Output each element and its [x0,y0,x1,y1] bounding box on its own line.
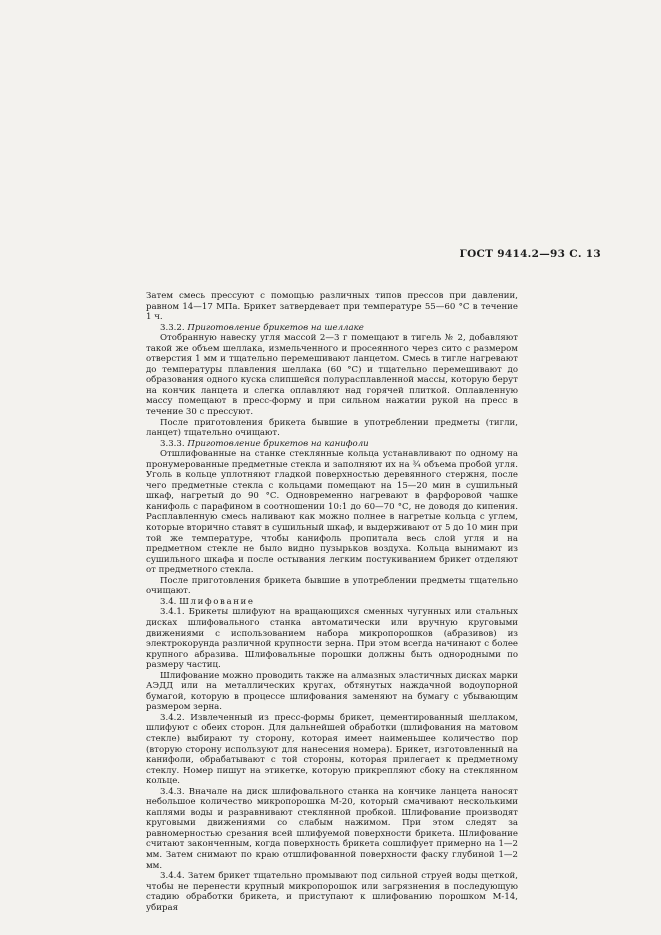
page-header: ГОСТ 9414.2—93 С. 13 [459,248,601,260]
paragraph: 3.4.3. Вначале на диск шлифовального станка на кончике ланцета наносят небольшое количество микропорошка М-20, который смачивают несколькими каплями воды и разравнивают стеклянной пробкой. Шлифование производят круговыми движениями со слабым нажимом. При этом следят за равномерностью срезания всей шлифуемой поверхности брикета. Шлифование считают законченным, когда поверхность брикета сошлифует примерно на 1—2 мм. Затем снимают по краю отшлифованной поверхности фаску глубиной 1—2 мм. [146,786,518,871]
section-heading-3-4 [146,597,518,608]
section-heading-3-3-3 [146,439,518,450]
paragraph: Шлифование можно проводить также на алмазных эластичных дисках марки АЭДД или на металлических кругах, обтянутых наждачной водоупорной бумагой, которую в процессе шлифования заменяют на бумагу с убывающим размером зерна. [146,670,518,713]
section-title: Шлифование [179,596,255,607]
section-title: Приготовление брикетов на канифоли [187,438,369,449]
paragraph: Затем смесь прессуют с помощью различных типов прессов при давлении, равном 14—17 МПа. Брикет затвердевает при температуре 55—60 °С в течение 1 ч. [146,291,518,323]
paragraph: После приготовления брикета бывшие в употреблении предметы тщательно очищают. [146,575,518,597]
paragraph: 3.4.4. Затем брикет тщательно промывают под сильной струей воды щеткой, чтобы не перенести крупный микропорошок или загрязнения в последующую стадию обработки брикета, и приступают к шлифованию порошком М-14, убирая [146,871,518,913]
section-title: Приготовление брикетов на шеллаке [187,322,364,333]
paragraph: Отшлифованные на станке стеклянные кольца устанавливают по одному на пронумерованные предметные стекла и заполняют их на ¾ объема пробой угля. Уголь в кольце уплотняют гладкой поверхностью деревянного стержня, после чего предметные стекла с кольцами помещают на 15—20 мин в сушильный шкаф, нагретый до 90 °С. Одновременно нагревают в фарфоровой чашке канифоль с парафином в соотношении 10:1 до 60—70 °С, не доводя до кипения. Расплавленную смесь наливают как можно полнее в нагретые кольца с углем, которые вторично ставят в сушильный шкаф, и выдерживают от 5 до 10 мин при той же температуре, чтобы канифоль пропитала весь слой угля и на предметном стекле не было видно пузырьков воздуха. Кольца вынимают из сушильного шкафа и после остывания легким постукиванием брикет отделяют от предметного стекла. [146,449,518,576]
paragraph: Отобранную навеску угля массой 2—3 г помещают в тигель № 2, добавляют такой же объем шеллака, измельченного и просеянного через сито с размером отверстия 1 мм и тщательно перемешивают ланцетом. Смесь в тигле нагревают до температуры плавления шеллака (60 °С) и тщательно перемешивают до образования одного куска слипшейся полурасплавленной массы, которую берут на кончик ланцета и слегка оплавляют над горячей плиткой. Оплавленную массу помещают в пресс-форму и при сильном нажатии рукой на пресс в течение 30 с прессуют. [146,333,518,418]
body-text [146,291,518,913]
paragraph: 3.4.2. Извлеченный из пресс-формы брикет, цементированный шеллаком, шлифуют с обеих сторон. Для дальнейшей обработки (шлифования на матовом стекле) выбирают ту сторону, которая имеет наименьшее количество пор (вторую сторону используют для нанесения номера). Брикет, изготовленный на канифоли, обрабатывают с той стороны, которая прилегает к предметному стеклу. Номер пишут на этикетке, которую прикрепляют сбоку на стеклянном кольце. [146,712,518,787]
section-number: 3.3.2. [160,322,185,333]
section-heading-3-3-2 [146,323,518,334]
paragraph: 3.4.1. Брикеты шлифуют на вращающихся сменных чугунных или стальных дисках шлифовального станка автоматически или вручную круговыми движениями с использованием набора микропорошков (абразивов) из электрокорунда различной крупности зерна. При этом всегда начинают с более крупного абразива. Шлифовальные порошки должны быть однородными по размеру частиц. [146,607,518,671]
section-number: 3.3.3. [160,438,185,449]
paragraph: После приготовления брикета бывшие в употреблении предметы (тигли, ланцет) тщательно очищают. [146,417,518,439]
section-number: 3.4. [160,596,177,607]
